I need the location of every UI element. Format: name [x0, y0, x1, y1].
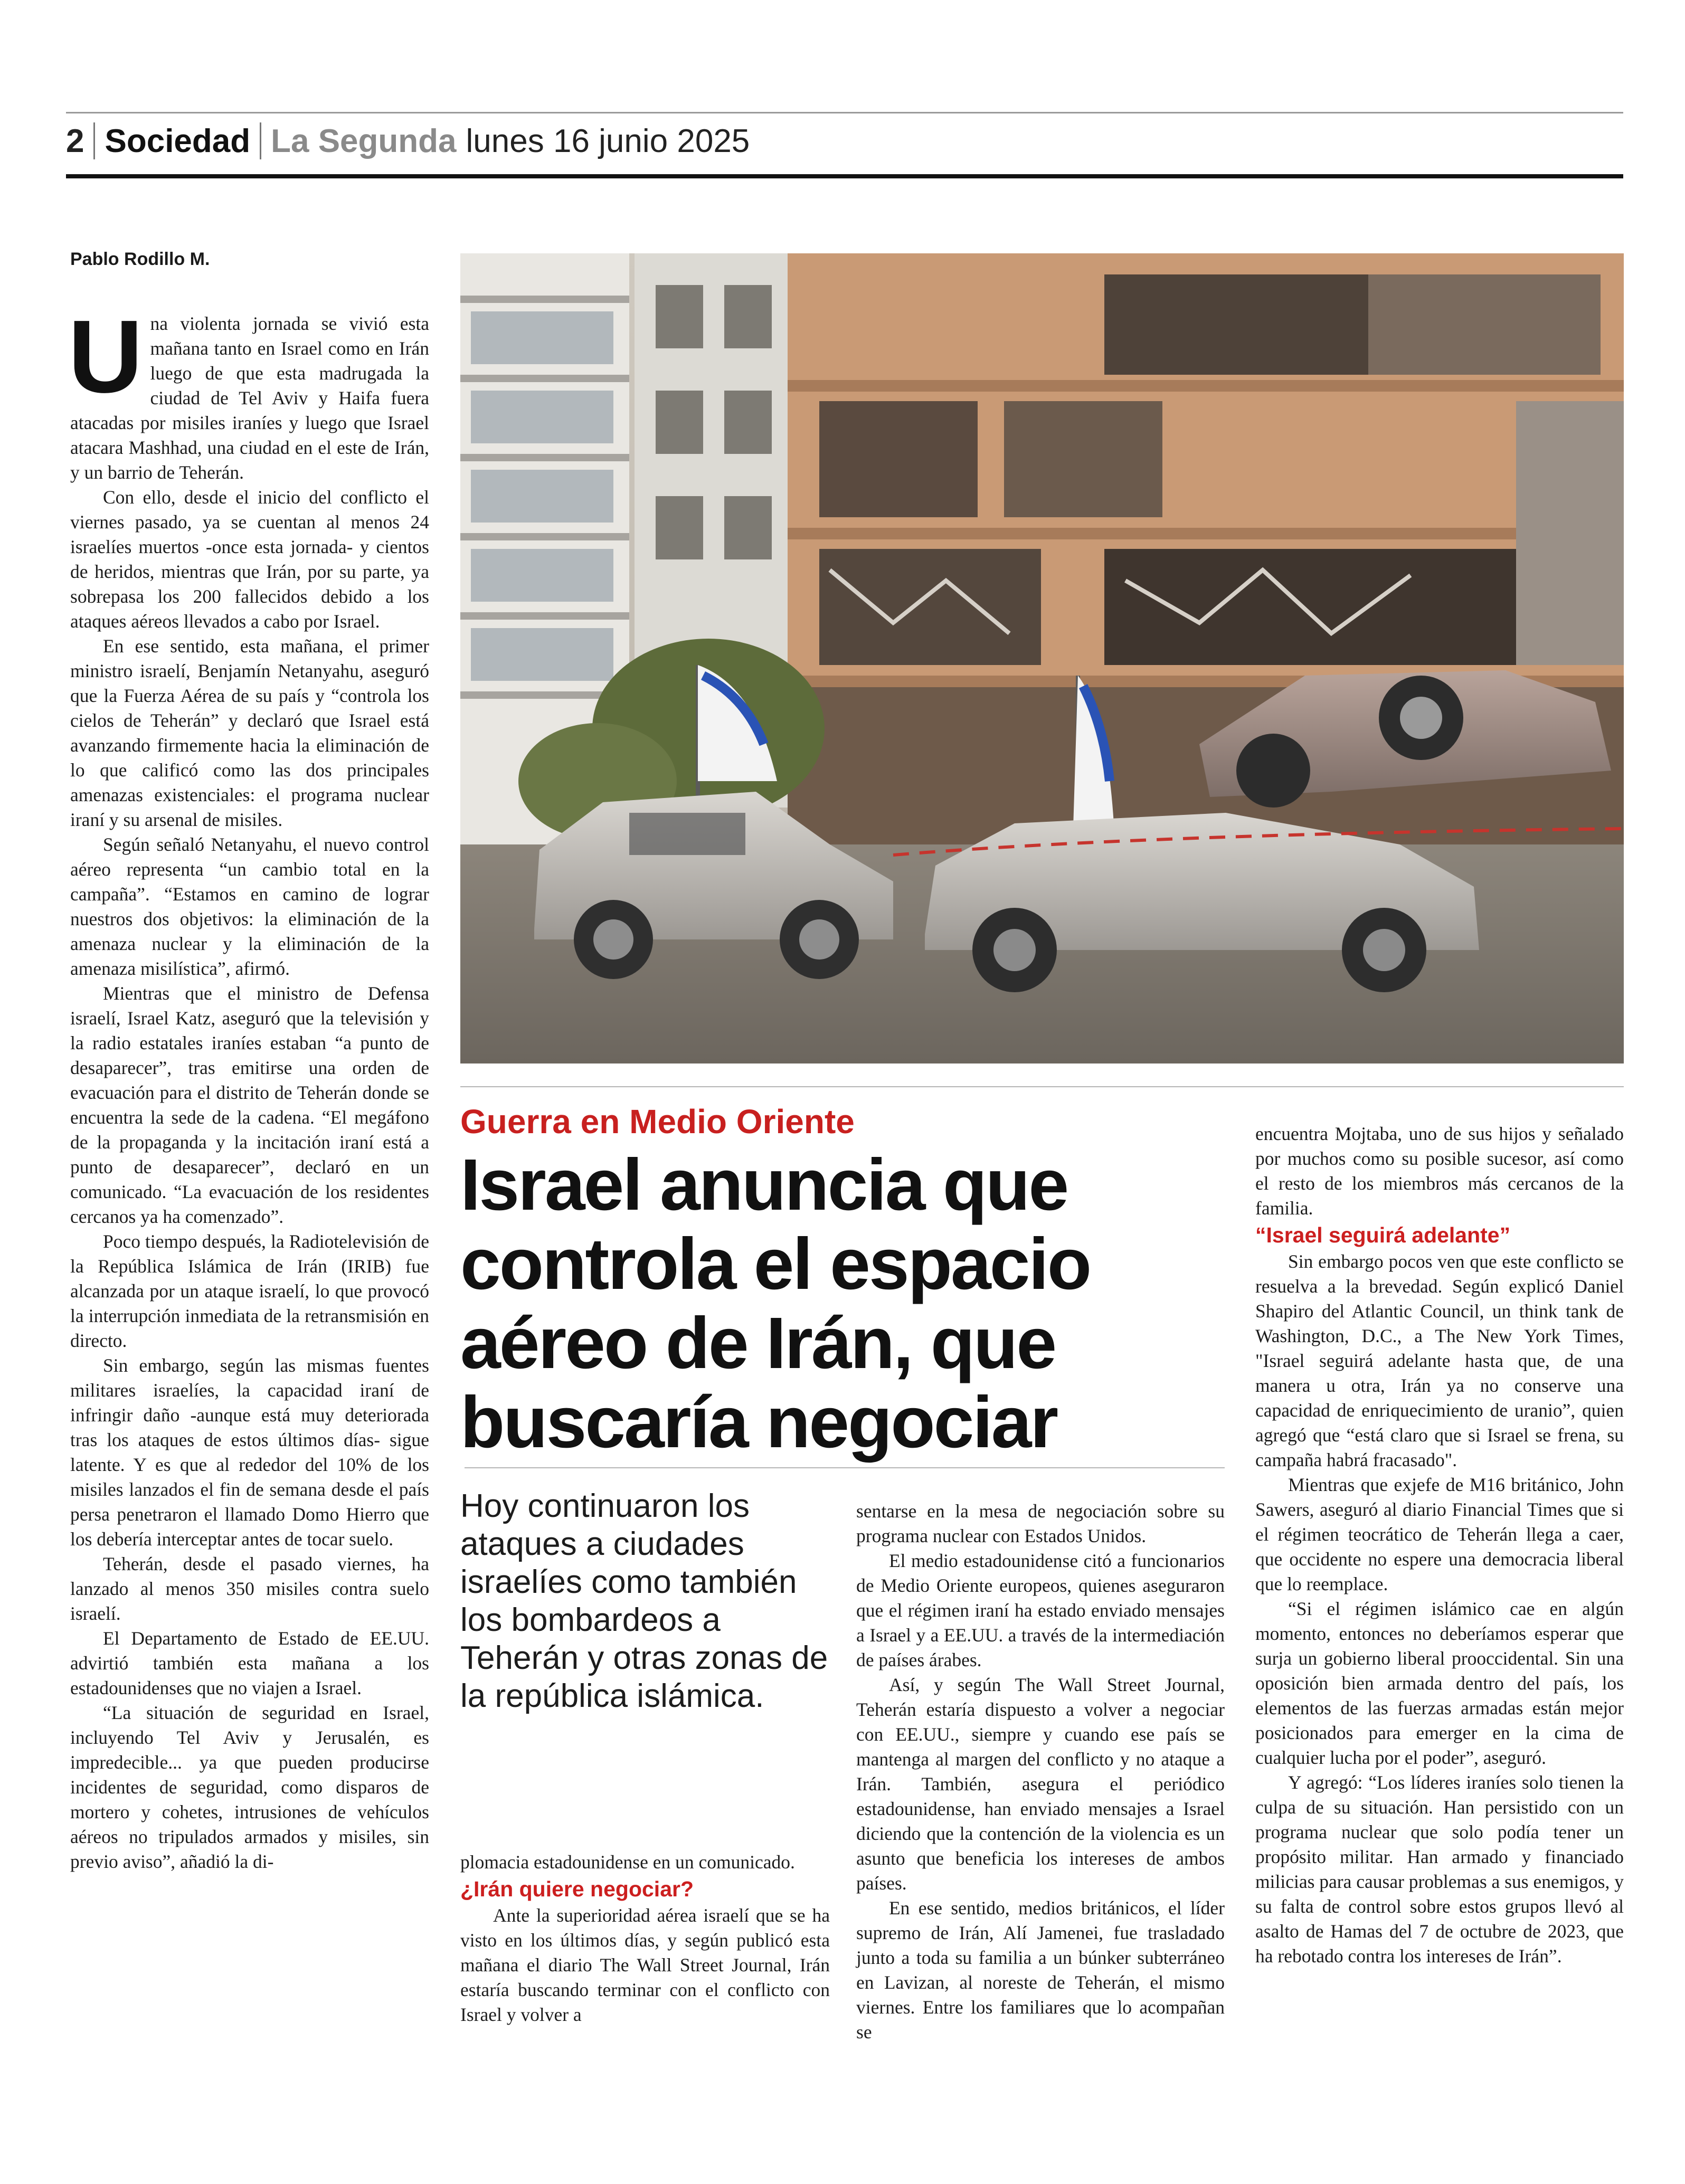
section-name: Sociedad: [105, 122, 251, 159]
paragraph: sentarse en la mesa de negociación sobre su programa nuclear con Estados Unidos.: [856, 1501, 1225, 1546]
photo-rule: [460, 1086, 1624, 1087]
paragraph: Según señaló Netanyahu, el nuevo control aéreo representa “un cambio total en la campaña”. “Estamos en camino de lograr nuestros dos objetivos: la eliminación de la amenaza nuclear y la eliminación de la amenaza misilística”, afirmó.: [70, 834, 429, 979]
newspaper-brand: La Segunda: [271, 122, 457, 159]
article-column-2: [460, 1850, 830, 2027]
article-column-4: [1255, 1122, 1624, 1969]
paragraph: En ese sentido, esta mañana, el primer ministro israelí, Benjamín Netanyahu, aseguró que la Fuerza Aérea de su país y “controla los cielos de Teherán” y declaró que Israel está avanzando firmemente hacia la eliminación de lo que calificó como las dos principales amenazas existenciales: el programa nuclear iraní y su arsenal de misiles.: [70, 635, 429, 830]
lead-paragraph: Una violenta jornada se vivió esta mañana tanto en Israel como en Irán luego de que esta madrugada la ciudad de Tel Aviv y Haifa fuera atacadas por misiles iraníes y luego que Israel atacara Mashhad, una ciudad en el este de Irán, y un barrio de Teherán.: [68, 299, 429, 483]
paragraph: El Departamento de Estado de EE.UU. advirtió también esta mañana a los estadounidenses que no viajen a Israel.: [70, 1628, 429, 1698]
paragraph: Sin embargo pocos ven que este conflicto se resuelva a la brevedad. Según explicó Daniel Shapiro del Atlantic Council, un think tank de Washington, D.C., a The New York Times, "Israel seguirá adelante hasta que, de una manera u otra, Irán ya no conserve una capacidad de enriquecimiento de uranio”, quien agregó que “está claro que si Israel se frena, su campaña habrá fracasado".: [1255, 1251, 1624, 1470]
paragraph: Sin embargo, según las mismas fuentes militares israelíes, la capacidad iraní de infringir daño -aunque está muy deteriorada tras los ataques de estos últimos días- sigue latente. Y es que al rededor del 10% de los misiles lanzados el fin de semana desde el país persa penetraron el llamado Domo Hierro que los debería interceptar antes de tocar suelo.: [70, 1355, 429, 1550]
subhead: ¿Irán quiere negociar?: [460, 1877, 694, 1901]
header-divider: [260, 122, 261, 159]
header-divider: [93, 122, 95, 159]
paragraph: Y agregó: “Los líderes iraníes solo tienen la culpa de su situación. Han persistido con un programa nuclear que solo podía tener un propósito militar. Han armado y financiado milicias para causar problemas a sus enemigos, y su falta de control sobre estos grupos llevó al asalto de Hamas del 7 de octubre de 2023, que ha rebotado contra los intereses de Irán”.: [1255, 1772, 1624, 1967]
paragraph: Ante la superioridad aérea israelí que se ha visto en los últimos días, y según publicó esta mañana el diario The Wall Street Journal, Irán estaría buscando terminar con el conflicto con Israel y volver a: [460, 1905, 830, 2025]
paragraph: Teherán, desde el pasado viernes, ha lanzado al menos 350 misiles contra suelo israelí.: [70, 1553, 429, 1624]
byline: Pablo Rodillo M.: [70, 249, 210, 269]
paragraph: encuentra Mojtaba, uno de sus hijos y señalado por muchos como su posible sucesor, así como el resto de los miembros más cercanos de la familia.: [1255, 1123, 1624, 1219]
paragraph: Con ello, desde el inicio del conflicto el viernes pasado, ya se cuentan al menos 24 israelíes muertos -once esta jornada- y cientos de heridos, mientras que Irán, por su parte, ya sobrepasa los 200 fallecidos debido a los ataques aéreos llevados a cabo por Israel.: [70, 487, 429, 632]
headline-rule: [465, 1467, 1225, 1468]
news-photo: [460, 253, 1624, 1063]
paragraph: Mientras que el ministro de Defensa israelí, Israel Katz, aseguró que la televisión y la radio estatales iraníes estaban “a punto de desaparecer”, tras emitirse una orden de evacuación para el distrito de Teherán donde se encuentra la sede de la cadena. “El megáfono de la propaganda y la incitación iraní está a punto de desaparecer”, declaró en un comunicado. “La evacuación de los residentes cercanos ya ha comenzado”.: [70, 983, 429, 1227]
page-number: 2: [66, 122, 84, 159]
deck: Hoy continuaron los ataques a ciudades israelíes como también los bombardeos a Teherán y otras zonas de la república islámica.: [460, 1488, 828, 1714]
paragraph: Mientras que exjefe de M16 británico, John Sawers, aseguró al diario Financial Times que si el régimen teocrático de Teherán llega a caer, que occidente no espere una democracia liberal que lo reemplace.: [1255, 1474, 1624, 1594]
subhead: “Israel seguirá adelante”: [1255, 1223, 1511, 1247]
top-rule: [66, 112, 1623, 113]
issue-date: lunes 16 junio 2025: [466, 122, 750, 159]
kicker: Guerra en Medio Oriente: [460, 1103, 855, 1141]
paragraph: “La situación de seguridad en Israel, incluyendo Tel Aviv y Jerusalén, es impredecible... ya que pueden producirse incidentes de seguridad, como disparos de mortero y cohetes, intrusiones de vehículos aéreos no tripulados armados y misiles, sin previo aviso”, añadió la di-: [70, 1702, 429, 1872]
damaged-building: [788, 253, 1624, 876]
paragraph: En ese sentido, medios británicos, el líder supremo de Irán, Alí Jamenei, fue trasladado junto a toda su familia a un búnker subterráneo en Lavizan, al noreste de Teherán, el mismo viernes. Entre los familiares que lo acompañan se: [856, 1897, 1225, 2043]
paragraph: Poco tiempo después, la Radiotelevisión de la República Islámica de Irán (IRIB) fue alcanzada por un ataque israelí, lo que provocó la interrupción inmediata de la retransmisión en directo.: [70, 1231, 429, 1351]
page-header: [66, 117, 750, 165]
article-column-3: [856, 1499, 1225, 2045]
header-rule: [66, 174, 1623, 178]
paragraph: Así, y según The Wall Street Journal, Teherán estaría dispuesto a volver a negociar con EE.UU., siempre y cuando ese país se mantenga al margen del conflicto y no ataque a Irán. También, asegura el periódico estadounidense, han enviado mensajes a Israel diciendo que la contención de la violencia es un asunto que beneficia los intereses de ambos países.: [856, 1674, 1225, 1894]
paragraph: El medio estadounidense citó a funcionarios de Medio Oriente europeos, quienes aseguraron que el régimen iraní ha estado enviado mensajes a Israel y a EE.UU. a través de la intermediación de países árabes.: [856, 1550, 1225, 1670]
paragraph: plomacia estadounidense en un comunicado.: [460, 1851, 795, 1873]
article-column-1: [68, 299, 429, 1874]
headline: Israel anuncia que controla el espacio aéreo de Irán, que buscaría negociar: [460, 1144, 1091, 1463]
paragraph: “Si el régimen islámico cae en algún momento, entonces no deberíamos esperar que surja un gobierno liberal prooccidental. Sin una oposición bien armada dentro del país, los elementos de las fuerzas armadas están mejor posicionados para emerger en la cima de cualquier lucha por el poder”, aseguró.: [1255, 1598, 1624, 1768]
drop-cap: U: [68, 299, 143, 414]
